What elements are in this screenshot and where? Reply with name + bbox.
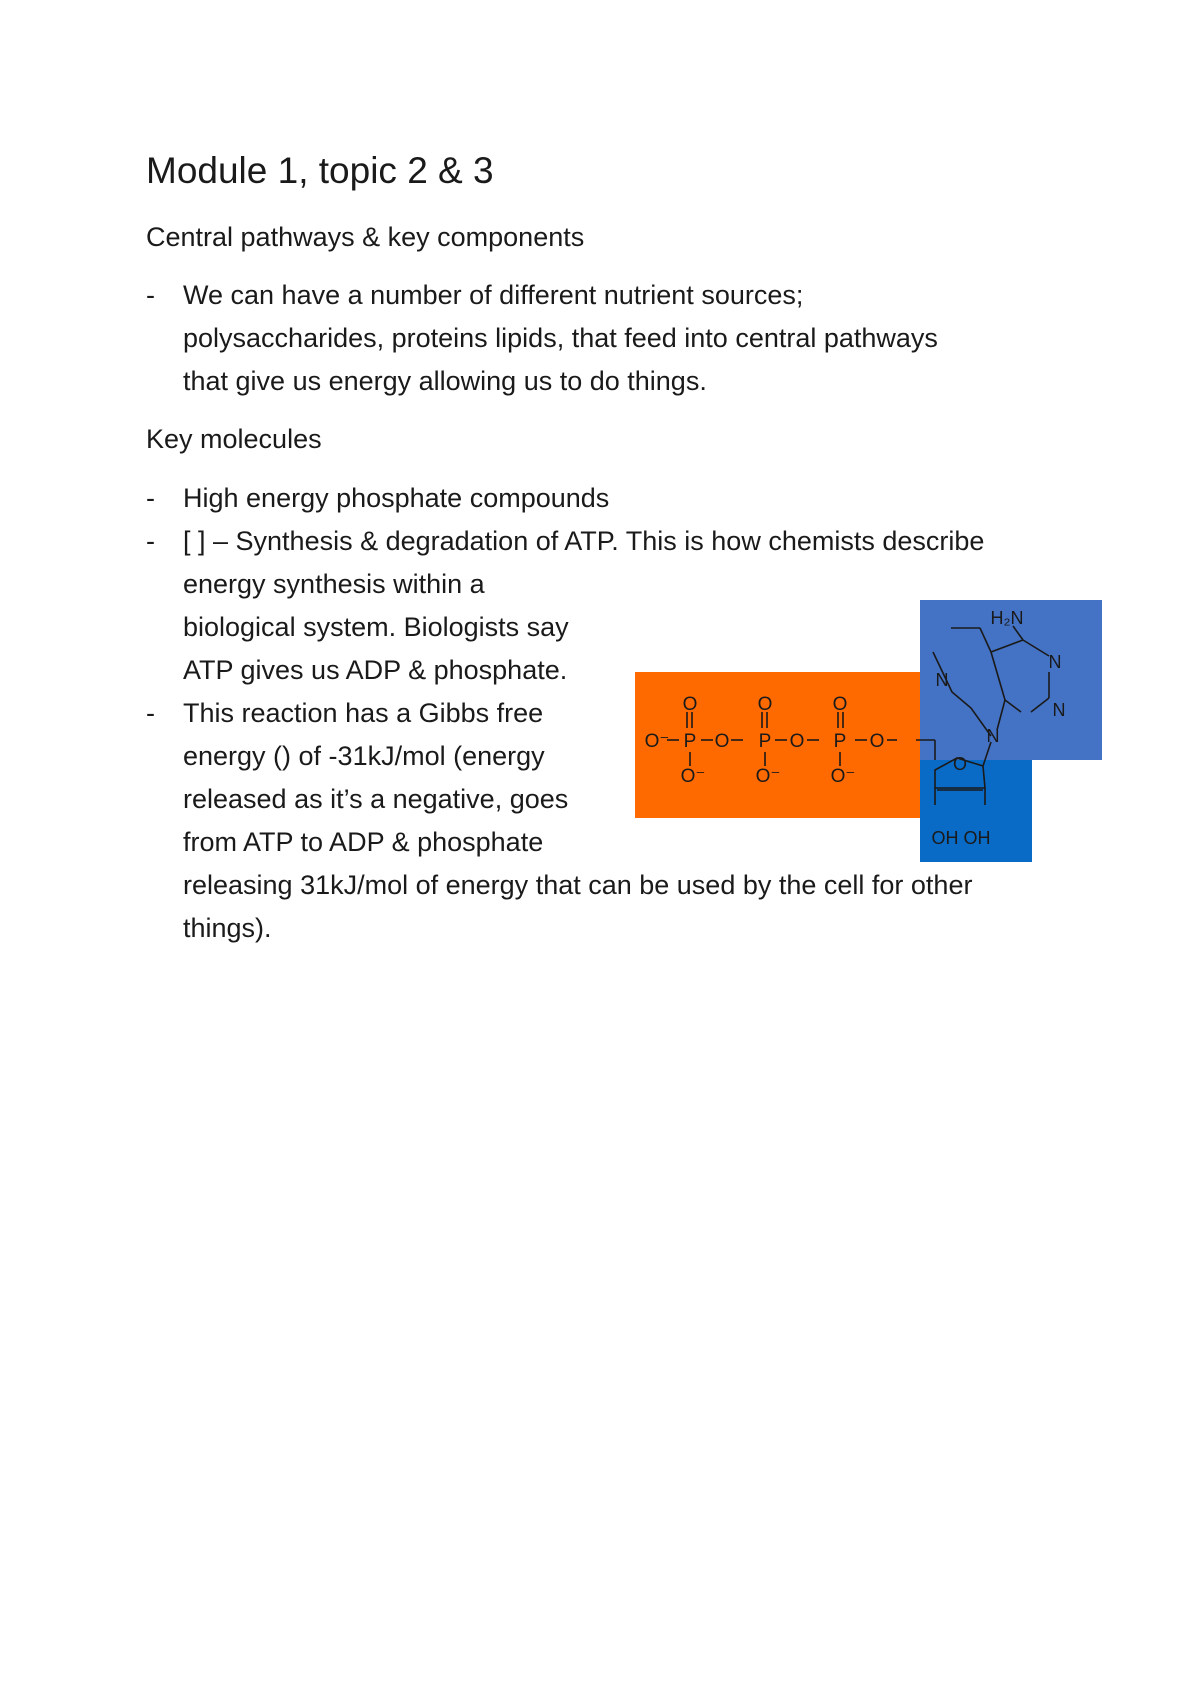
oxygen-label: O xyxy=(682,694,698,715)
bullet3-line4: ATP gives us ADP & phosphate. xyxy=(183,655,568,685)
oxygen-label: O xyxy=(757,694,773,715)
atp-structure-diagram xyxy=(635,600,1102,862)
phosphorus-label: P xyxy=(833,731,847,752)
oxygen-minus-label: O⁻ xyxy=(680,766,706,787)
oxygen-label: O xyxy=(714,731,730,752)
nitrogen-label: N xyxy=(1048,652,1062,672)
bullet4-line1: This reaction has a Gibbs free xyxy=(183,698,544,728)
bullet-marker: - xyxy=(146,698,155,728)
bullet4-line3: released as it’s a negative, goes xyxy=(183,784,569,814)
section-heading-key-molecules: Key molecules xyxy=(146,424,322,454)
phosphorus-label: P xyxy=(683,731,697,752)
bullet4-line4: from ATP to ADP & phosphate xyxy=(183,827,544,857)
nitrogen-label: N xyxy=(935,670,949,690)
hydroxyl-label: OH OH xyxy=(931,828,991,848)
oxygen-label: O xyxy=(869,731,885,752)
bullet2-line1: High energy phosphate compounds xyxy=(183,483,610,513)
bullet1-line2: polysaccharides, proteins lipids, that feed into central pathways xyxy=(183,323,938,353)
ring-oxygen-label: O xyxy=(952,754,968,774)
phosphorus-label: P xyxy=(758,731,772,752)
page-title: Module 1, topic 2 & 3 xyxy=(146,150,494,191)
oxygen-minus-label: O⁻ xyxy=(644,731,670,752)
nitrogen-label: N xyxy=(986,726,1000,746)
nitrogen-label: N xyxy=(1052,700,1066,720)
bullet3-line2: energy synthesis within a xyxy=(183,569,485,599)
oxygen-label: O xyxy=(789,731,805,752)
bullet1-line3: that give us energy allowing us to do things. xyxy=(183,366,707,396)
bullet1-line1: We can have a number of different nutrient sources; xyxy=(183,280,804,310)
oxygen-minus-label: O⁻ xyxy=(755,766,781,787)
section-heading-central-pathways: Central pathways & key components xyxy=(146,222,585,252)
bullet4-line5: releasing 31kJ/mol of energy that can be used by the cell for other xyxy=(183,870,973,900)
bullet-marker: - xyxy=(146,526,155,556)
bullet4-line6: things). xyxy=(183,913,272,943)
bullet3-line1: [ ] – Synthesis & degradation of ATP. This is how chemists describe xyxy=(183,526,985,556)
amine-label: H₂N xyxy=(990,608,1024,628)
bullet3-line3: biological system. Biologists say xyxy=(183,612,569,642)
bullet-marker: - xyxy=(146,280,155,310)
bullet4-line2: energy () of -31kJ/mol (energy xyxy=(183,741,545,771)
oxygen-label: O xyxy=(832,694,848,715)
oxygen-minus-label: O⁻ xyxy=(830,766,856,787)
bullet-marker: - xyxy=(146,483,155,513)
